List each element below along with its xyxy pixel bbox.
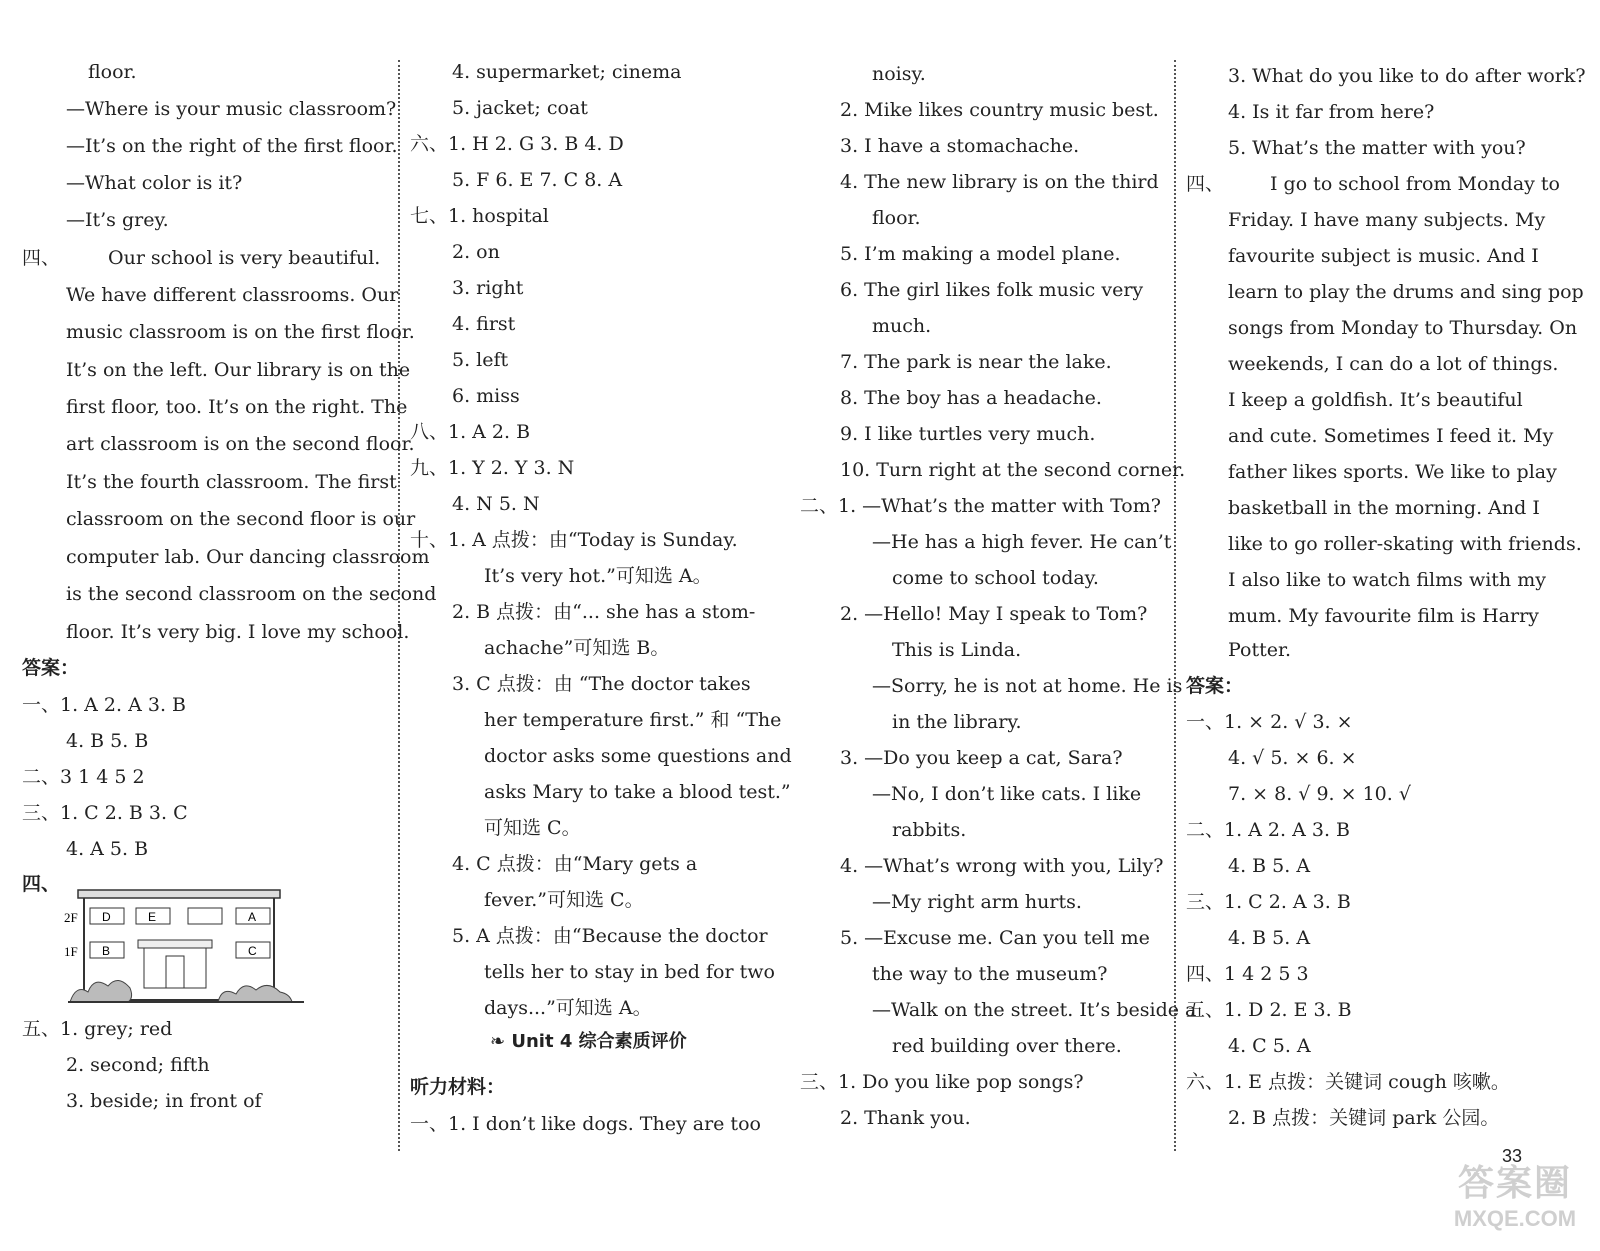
text-line: We have different classrooms. Our [66,284,399,306]
text-line: first floor, too. It’s on the right. The [66,396,408,418]
text-line: 五、1. grey; red [22,1018,173,1040]
text-line: in the library. [892,711,1022,733]
text-line: her temperature first.” 和 “The [484,709,782,731]
watermark-title: 答案圈 [1457,1162,1572,1203]
text-line: 答案： [22,657,80,679]
section-heading: ❧ Unit 4 综合素质评价 [490,1031,687,1052]
text-line: 2. —Hello! May I speak to Tom? [840,603,1148,625]
room-label: D [102,910,111,924]
floor-1-label: 1F [64,944,78,959]
text-line: art classroom is on the second floor. [66,433,415,455]
text-line: 四、 [22,873,61,895]
text-line: 3. beside; in front of [66,1090,262,1112]
text-line: It’s the fourth classroom. The first [66,471,397,493]
text-line: 4. A 5. B [66,838,149,860]
text-line: is the second classroom on the second [66,583,437,605]
text-line: 7. × 8. √ 9. × 10. √ [1228,783,1411,805]
text-line: rabbits. [892,819,967,841]
text-line: 二、3 1 4 5 2 [22,766,145,788]
text-line: 2. second; fifth [66,1054,210,1076]
text-line: 6. The girl likes folk music very [840,279,1144,301]
text-line: floor. [88,61,137,83]
text-line: tells her to stay in bed for two [484,961,775,983]
text-line: 听力材料： [410,1076,506,1098]
text-line: 2. B 点拨：由“... she has a stom- [452,601,756,623]
text-line: doctor asks some questions and [484,745,792,767]
text-line: achache”可知选 B。 [484,637,670,659]
text-line: 四、 [22,247,61,269]
text-line: noisy. [872,63,926,85]
text-line: 10. Turn right at the second corner. [840,459,1186,481]
text-line: favourite subject is music. And I [1228,245,1539,267]
text-line: —No, I don’t like cats. I like [872,783,1142,805]
floor-2-label: 2F [64,910,78,925]
watermark-url: MXQE.COM [1453,1206,1577,1231]
text-line: 3. C 点拨：由 “The doctor takes [452,673,751,695]
text-line: floor. It’s very big. I love my school. [66,621,410,643]
text-line: 4. Is it far from here? [1228,101,1435,123]
room-label: B [102,944,111,958]
text-line: 七、1. hospital [410,205,549,227]
text-line: computer lab. Our dancing classroom [66,546,430,568]
text-line: —Where is your music classroom? [66,98,397,120]
text-line: 可知选 C。 [484,817,581,839]
text-line: 9. I like turtles very much. [840,423,1096,445]
text-line: father likes sports. We like to play [1228,461,1557,483]
text-line: weekends, I can do a lot of things. [1228,353,1559,375]
text-line: 三、1. C 2. A 3. B [1186,891,1351,913]
text-line: 3. right [452,277,524,299]
text-line: —It’s grey. [66,209,169,231]
text-line: Our school is very beautiful. [108,247,381,269]
text-line: —He has a high fever. He can’t [872,531,1172,553]
text-line: 5. F 6. E 7. C 8. A [452,169,623,191]
text-line: 4. —What’s wrong with you, Lily? [840,855,1164,877]
text-line: I go to school from Monday to [1270,173,1561,195]
watermark [1450,1155,1580,1235]
text-line: 2. on [452,241,500,263]
text-line: 六、1. E 点拨：关键词 cough 咳嗽。 [1186,1071,1510,1093]
text-line: 4. The new library is on the third [840,171,1159,193]
text-line: like to go roller-skating with friends. [1228,533,1582,555]
text-line: 5. What’s the matter with you? [1228,137,1526,159]
text-line: 4. B 5. A [1228,927,1311,949]
room-label: E [148,910,157,924]
text-line: asks Mary to take a blood test.” [484,781,791,803]
text-line: 三、1. Do you like pop songs? [800,1071,1084,1093]
text-line: 3. —Do you keep a cat, Sara? [840,747,1123,769]
text-line: 十、1. A 点拨：由“Today is Sunday. [410,529,738,551]
text-line: 四、 [1186,173,1225,195]
text-line: 四、1 4 2 5 3 [1186,963,1309,985]
text-line: 五、1. D 2. E 3. B [1186,999,1352,1021]
text-line: 2. Thank you. [840,1107,971,1129]
room-label: A [248,910,257,924]
text-line: learn to play the drums and sing pop [1228,281,1584,303]
text-line: 4. supermarket; cinema [452,61,682,83]
text-line: This is Linda. [892,639,1022,661]
text-line: 答案： [1186,675,1244,697]
text-line: Friday. I have many subjects. My [1228,209,1546,231]
text-line: 3. I have a stomachache. [840,135,1080,157]
text-line: 4. C 点拨：由“Mary gets a [452,853,698,875]
text-line: 3. What do you like to do after work? [1228,65,1586,87]
text-line: I also like to watch films with my [1228,569,1546,591]
text-line: —What color is it? [66,172,243,194]
text-line: 6. miss [452,385,520,407]
text-line: —My right arm hurts. [872,891,1082,913]
text-line: days...”可知选 A。 [484,997,652,1019]
text-line: 5. jacket; coat [452,97,588,119]
text-line: 二、1. A 2. A 3. B [1186,819,1350,841]
text-line: —Walk on the street. It’s beside a [872,999,1197,1021]
text-line: 2. Mike likes country music best. [840,99,1159,121]
text-line: floor. [872,207,921,229]
room-label: C [248,944,257,958]
text-line: 六、1. H 2. G 3. B 4. D [410,133,624,155]
text-line: the way to the museum? [872,963,1108,985]
text-line: mum. My favourite film is Harry [1228,605,1539,627]
text-line: 八、1. A 2. B [410,421,531,443]
text-line: It’s on the left. Our library is on the [66,359,411,381]
text-line: Potter. [1228,639,1292,661]
text-line: 2. B 点拨：关键词 park 公园。 [1228,1107,1500,1129]
text-line: 5. I’m making a model plane. [840,243,1121,265]
page-number: 33 [1501,1146,1522,1166]
text-line: 4. C 5. A [1228,1035,1311,1057]
text-line: red building over there. [892,1035,1122,1057]
text-line: much. [872,315,932,337]
text-line: 7. The park is near the lake. [840,351,1112,373]
text-line: 三、1. C 2. B 3. C [22,802,188,824]
text-line: 一、1. A 2. A 3. B [22,694,186,716]
text-line: 4. N 5. N [452,493,540,515]
text-line: 5. —Excuse me. Can you tell me [840,927,1150,949]
text-line: classroom on the second floor is our [66,508,416,530]
text-line: 8. The boy has a headache. [840,387,1102,409]
school-building-illustration [64,890,308,1005]
text-line: fever.”可知选 C。 [484,889,644,911]
text-line: 4. √ 5. × 6. × [1228,747,1357,769]
text-line: It’s very hot.”可知选 A。 [484,565,712,587]
text-line: 4. first [452,313,516,335]
text-line: 九、1. Y 2. Y 3. N [410,457,575,479]
text-line: songs from Monday to Thursday. On [1228,317,1578,339]
text-line: 5. A 点拨：由“Because the doctor [452,925,768,947]
text-line: come to school today. [892,567,1099,589]
text-line: music classroom is on the first floor. [66,321,415,343]
text-line: 一、1. I don’t like dogs. They are too [410,1113,761,1135]
column-divider [1174,60,1176,1151]
text-line: I keep a goldfish. It’s beautiful [1228,389,1523,411]
text-line: basketball in the morning. And I [1228,497,1540,519]
text-line: 4. B 5. B [66,730,149,752]
text-line: —Sorry, he is not at home. He is [872,675,1183,697]
text-line: 4. B 5. A [1228,855,1311,877]
text-line: —It’s on the right of the first floor. [66,135,398,157]
text-line: 一、1. × 2. √ 3. × [1186,711,1353,733]
text-line: 二、1. —What’s the matter with Tom? [800,495,1161,517]
text-line: 5. left [452,349,509,371]
text-line: and cute. Sometimes I feed it. My [1228,425,1554,447]
